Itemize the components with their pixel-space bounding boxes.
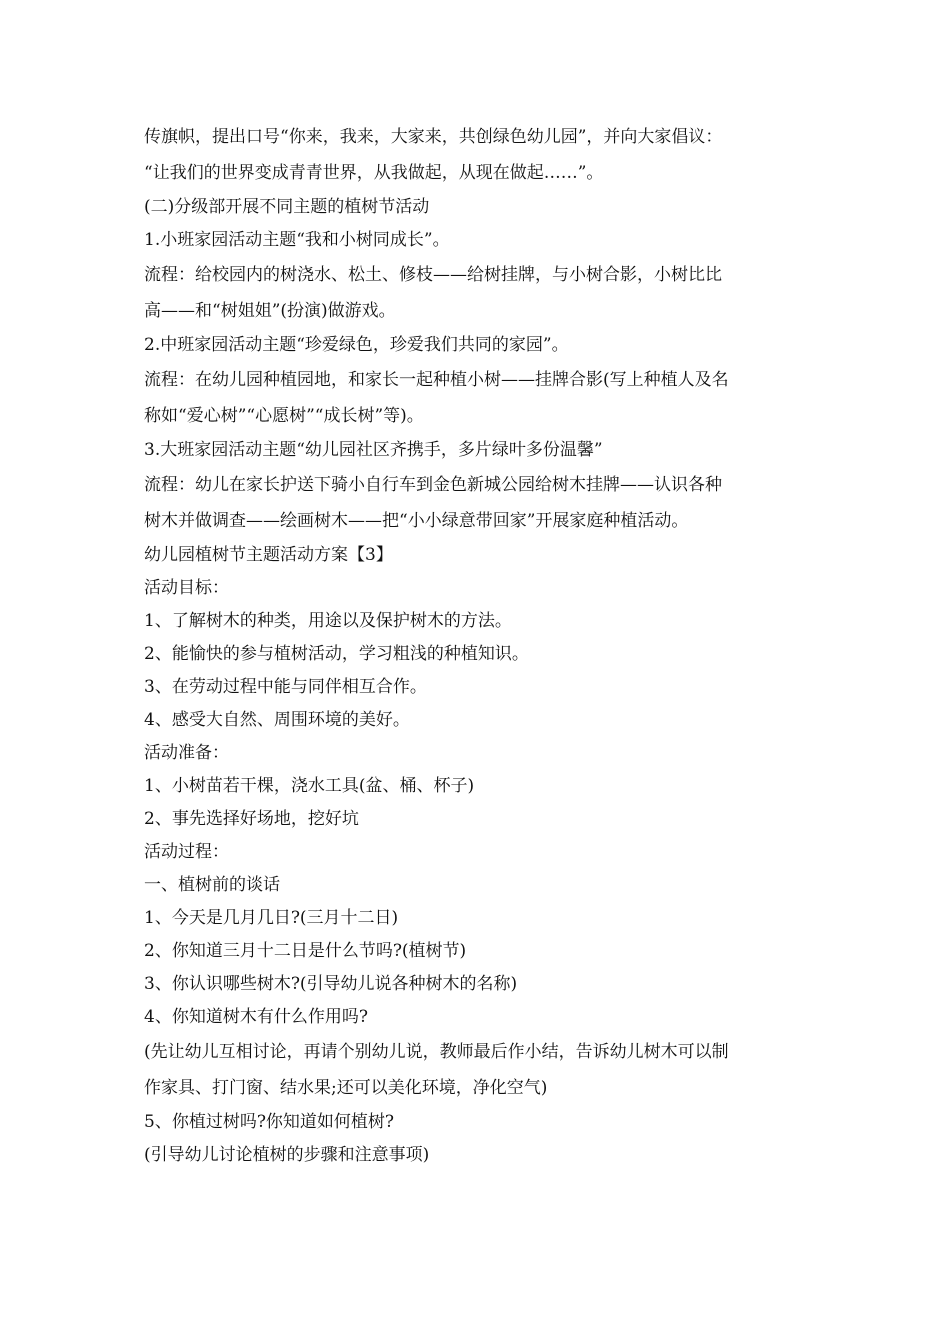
text-line: 活动过程： — [144, 842, 229, 862]
text-line: 1、了解树木的种类，用途以及保护树木的方法。 — [144, 611, 512, 631]
text-line: 一、植树前的谈话 — [144, 875, 280, 895]
text-line: 流程：幼儿在家长护送下骑小自行车到金色新城公园给树木挂牌——认识各种 — [144, 475, 722, 495]
text-line: 流程：给校园内的树浇水、松土、修枝——给树挂牌，与小树合影，小树比比 — [144, 265, 722, 285]
text-line: 树木并做调查——绘画树木——把“小小绿意带回家”开展家庭种植活动。 — [144, 511, 689, 531]
text-line: 传旗帜，提出口号“你来，我来，大家来，共创绿色幼儿园”，并向大家倡议： — [144, 127, 723, 147]
text-line: 活动准备： — [144, 743, 229, 763]
text-line: 1、小树苗若干棵，浇水工具(盆、桶、杯子) — [144, 776, 475, 796]
text-line: 3、在劳动过程中能与同伴相互合作。 — [144, 677, 427, 697]
text-line: 作家具、打门窗、结水果;还可以美化环境，净化空气) — [144, 1078, 548, 1098]
text-line: 1.小班家园活动主题“我和小树同成长”。 — [144, 230, 450, 250]
text-line: (先让幼儿互相讨论，再请个别幼儿说，教师最后作小结，告诉幼儿树木可以制 — [144, 1042, 729, 1062]
text-line: 活动目标： — [144, 578, 229, 598]
text-line: 1、今天是几月几日?(三月十二日) — [144, 908, 399, 928]
text-line: 2、事先选择好场地，挖好坑 — [144, 809, 359, 829]
document-body — [144, 119, 824, 1172]
text-line: (引导幼儿讨论植树的步骤和注意事项) — [144, 1145, 430, 1165]
text-line: 4、你知道树木有什么作用吗? — [144, 1007, 368, 1027]
text-line: 5、你植过树吗?你知道如何植树? — [144, 1112, 395, 1132]
text-line: 3.大班家园活动主题“幼儿园社区齐携手，多片绿叶多份温馨” — [144, 440, 603, 460]
text-line: (二)分级部开展不同主题的植树节活动 — [144, 197, 430, 217]
text-line: 流程：在幼儿园种植园地，和家长一起种植小树——挂牌合影(写上种植人及名 — [144, 370, 729, 390]
text-line: “让我们的世界变成青青世界，从我做起，从现在做起……”。 — [144, 163, 604, 183]
text-line: 3、你认识哪些树木?(引导幼儿说各种树木的名称) — [144, 974, 518, 994]
text-line: 2、能愉快的参与植树活动，学习粗浅的种植知识。 — [144, 644, 529, 664]
text-line: 2、你知道三月十二日是什么节吗?(植树节) — [144, 941, 467, 961]
text-line: 幼儿园植树节主题活动方案【3】 — [144, 545, 393, 565]
text-line: 4、感受大自然、周围环境的美好。 — [144, 710, 410, 730]
text-line: 2.中班家园活动主题“珍爱绿色，珍爱我们共同的家园”。 — [144, 335, 569, 355]
text-line: 高——和“树姐姐”(扮演)做游戏。 — [144, 301, 396, 321]
text-line: 称如“爱心树”“心愿树”“成长树”等)。 — [144, 406, 424, 426]
